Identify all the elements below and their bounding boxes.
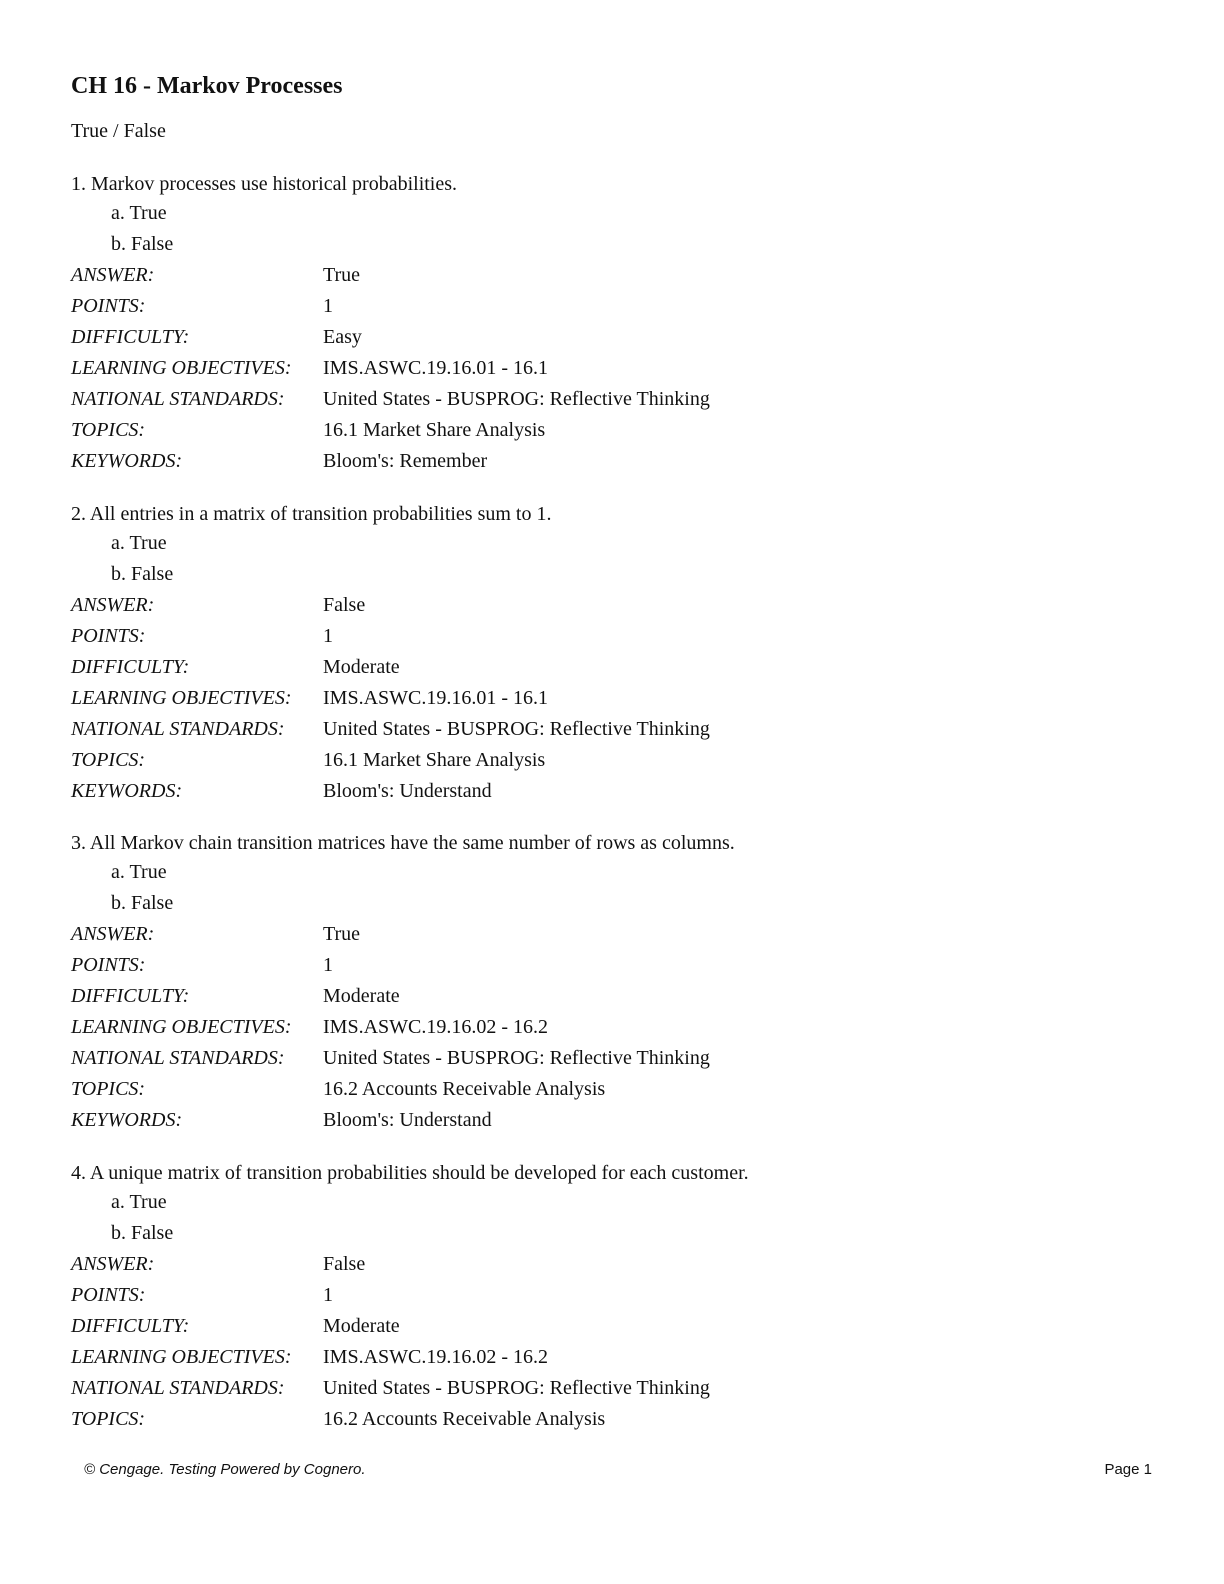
answer-value: False	[323, 1253, 366, 1275]
difficulty-row	[71, 1311, 1171, 1342]
option-false: b. False	[111, 892, 174, 914]
keywords-value: Bloom's: Understand	[323, 780, 492, 802]
learning-objectives-value: IMS.ASWC.19.16.01 - 16.1	[323, 357, 549, 379]
points-row	[71, 1280, 1171, 1311]
option-true: a. True	[111, 861, 167, 883]
question-text: 2. All entries in a matrix of transition probabilities sum to 1.	[71, 503, 552, 525]
points-label: POINTS:	[71, 625, 146, 647]
difficulty-label: DIFFICULTY:	[71, 656, 190, 678]
question-3	[71, 829, 1171, 1136]
national-standards-label: NATIONAL STANDARDS:	[71, 388, 285, 410]
national-standards-label: NATIONAL STANDARDS:	[71, 1047, 285, 1069]
learning-objectives-label: LEARNING OBJECTIVES:	[71, 1016, 292, 1038]
topics-label: TOPICS:	[71, 749, 146, 771]
learning-objectives-row	[71, 353, 1171, 384]
question-4	[71, 1159, 1171, 1435]
topics-row	[71, 415, 1171, 446]
keywords-value: Bloom's: Remember	[323, 450, 488, 472]
learning-objectives-label: LEARNING OBJECTIVES:	[71, 687, 292, 709]
option-true: a. True	[111, 202, 167, 224]
topics-row	[71, 745, 1171, 776]
answer-label: ANSWER:	[71, 1253, 155, 1275]
answer-row	[71, 260, 1171, 291]
topics-label: TOPICS:	[71, 419, 146, 441]
learning-objectives-row	[71, 1342, 1171, 1373]
question-2	[71, 500, 1171, 807]
learning-objectives-value: IMS.ASWC.19.16.02 - 16.2	[323, 1346, 549, 1368]
learning-objectives-label: LEARNING OBJECTIVES:	[71, 1346, 292, 1368]
question-text: 3. All Markov chain transition matrices have the same number of rows as columns.	[71, 832, 735, 854]
points-value: 1	[323, 625, 333, 647]
difficulty-value: Easy	[323, 326, 362, 348]
option-true: a. True	[111, 1191, 167, 1213]
national-standards-label: NATIONAL STANDARDS:	[71, 1377, 285, 1399]
answer-row	[71, 1249, 1171, 1280]
national-standards-row	[71, 714, 1171, 745]
topics-value: 16.1 Market Share Analysis	[323, 419, 546, 441]
answer-label: ANSWER:	[71, 264, 155, 286]
national-standards-row	[71, 1043, 1171, 1074]
topics-value: 16.2 Accounts Receivable Analysis	[323, 1078, 606, 1100]
footer-copyright: © Cengage. Testing Powered by Cognero.	[84, 1461, 366, 1478]
section-label: True / False	[71, 120, 166, 142]
national-standards-value: United States - BUSPROG: Reflective Thinking	[323, 388, 710, 410]
page-number: Page 1	[1104, 1461, 1152, 1478]
difficulty-value: Moderate	[323, 985, 400, 1007]
learning-objectives-value: IMS.ASWC.19.16.02 - 16.2	[323, 1016, 549, 1038]
national-standards-value: United States - BUSPROG: Reflective Thinking	[323, 718, 710, 740]
national-standards-value: United States - BUSPROG: Reflective Thinking	[323, 1047, 710, 1069]
answer-row	[71, 919, 1171, 950]
difficulty-row	[71, 981, 1171, 1012]
points-label: POINTS:	[71, 1284, 146, 1306]
difficulty-value: Moderate	[323, 656, 400, 678]
page-title: CH 16 - Markov Processes	[71, 73, 343, 99]
points-label: POINTS:	[71, 295, 146, 317]
keywords-value: Bloom's: Understand	[323, 1109, 492, 1131]
answer-value: False	[323, 594, 366, 616]
keywords-label: KEYWORDS:	[71, 780, 183, 802]
topics-value: 16.1 Market Share Analysis	[323, 749, 546, 771]
points-value: 1	[323, 1284, 333, 1306]
topics-value: 16.2 Accounts Receivable Analysis	[323, 1408, 606, 1430]
learning-objectives-label: LEARNING OBJECTIVES:	[71, 357, 292, 379]
national-standards-row	[71, 1373, 1171, 1404]
difficulty-label: DIFFICULTY:	[71, 326, 190, 348]
points-value: 1	[323, 295, 333, 317]
keywords-row	[71, 446, 1171, 477]
topics-label: TOPICS:	[71, 1408, 146, 1430]
difficulty-row	[71, 652, 1171, 683]
answer-label: ANSWER:	[71, 594, 155, 616]
points-label: POINTS:	[71, 954, 146, 976]
option-true: a. True	[111, 532, 167, 554]
difficulty-label: DIFFICULTY:	[71, 1315, 190, 1337]
answer-label: ANSWER:	[71, 923, 155, 945]
learning-objectives-row	[71, 1012, 1171, 1043]
topics-row	[71, 1074, 1171, 1105]
learning-objectives-row	[71, 683, 1171, 714]
points-value: 1	[323, 954, 333, 976]
question-1	[71, 170, 1171, 477]
national-standards-label: NATIONAL STANDARDS:	[71, 718, 285, 740]
keywords-row	[71, 1105, 1171, 1136]
difficulty-row	[71, 322, 1171, 353]
national-standards-row	[71, 384, 1171, 415]
answer-value: True	[323, 264, 361, 286]
option-false: b. False	[111, 563, 174, 585]
topics-label: TOPICS:	[71, 1078, 146, 1100]
points-row	[71, 950, 1171, 981]
option-false: b. False	[111, 233, 174, 255]
points-row	[71, 621, 1171, 652]
difficulty-label: DIFFICULTY:	[71, 985, 190, 1007]
national-standards-value: United States - BUSPROG: Reflective Thinking	[323, 1377, 710, 1399]
question-text: 4. A unique matrix of transition probabilities should be developed for each customer.	[71, 1162, 749, 1184]
answer-row	[71, 590, 1171, 621]
answer-value: True	[323, 923, 361, 945]
keywords-row	[71, 776, 1171, 807]
question-text: 1. Markov processes use historical probabilities.	[71, 173, 458, 195]
keywords-label: KEYWORDS:	[71, 450, 183, 472]
topics-row	[71, 1404, 1171, 1435]
learning-objectives-value: IMS.ASWC.19.16.01 - 16.1	[323, 687, 549, 709]
points-row	[71, 291, 1171, 322]
option-false: b. False	[111, 1222, 174, 1244]
keywords-label: KEYWORDS:	[71, 1109, 183, 1131]
difficulty-value: Moderate	[323, 1315, 400, 1337]
